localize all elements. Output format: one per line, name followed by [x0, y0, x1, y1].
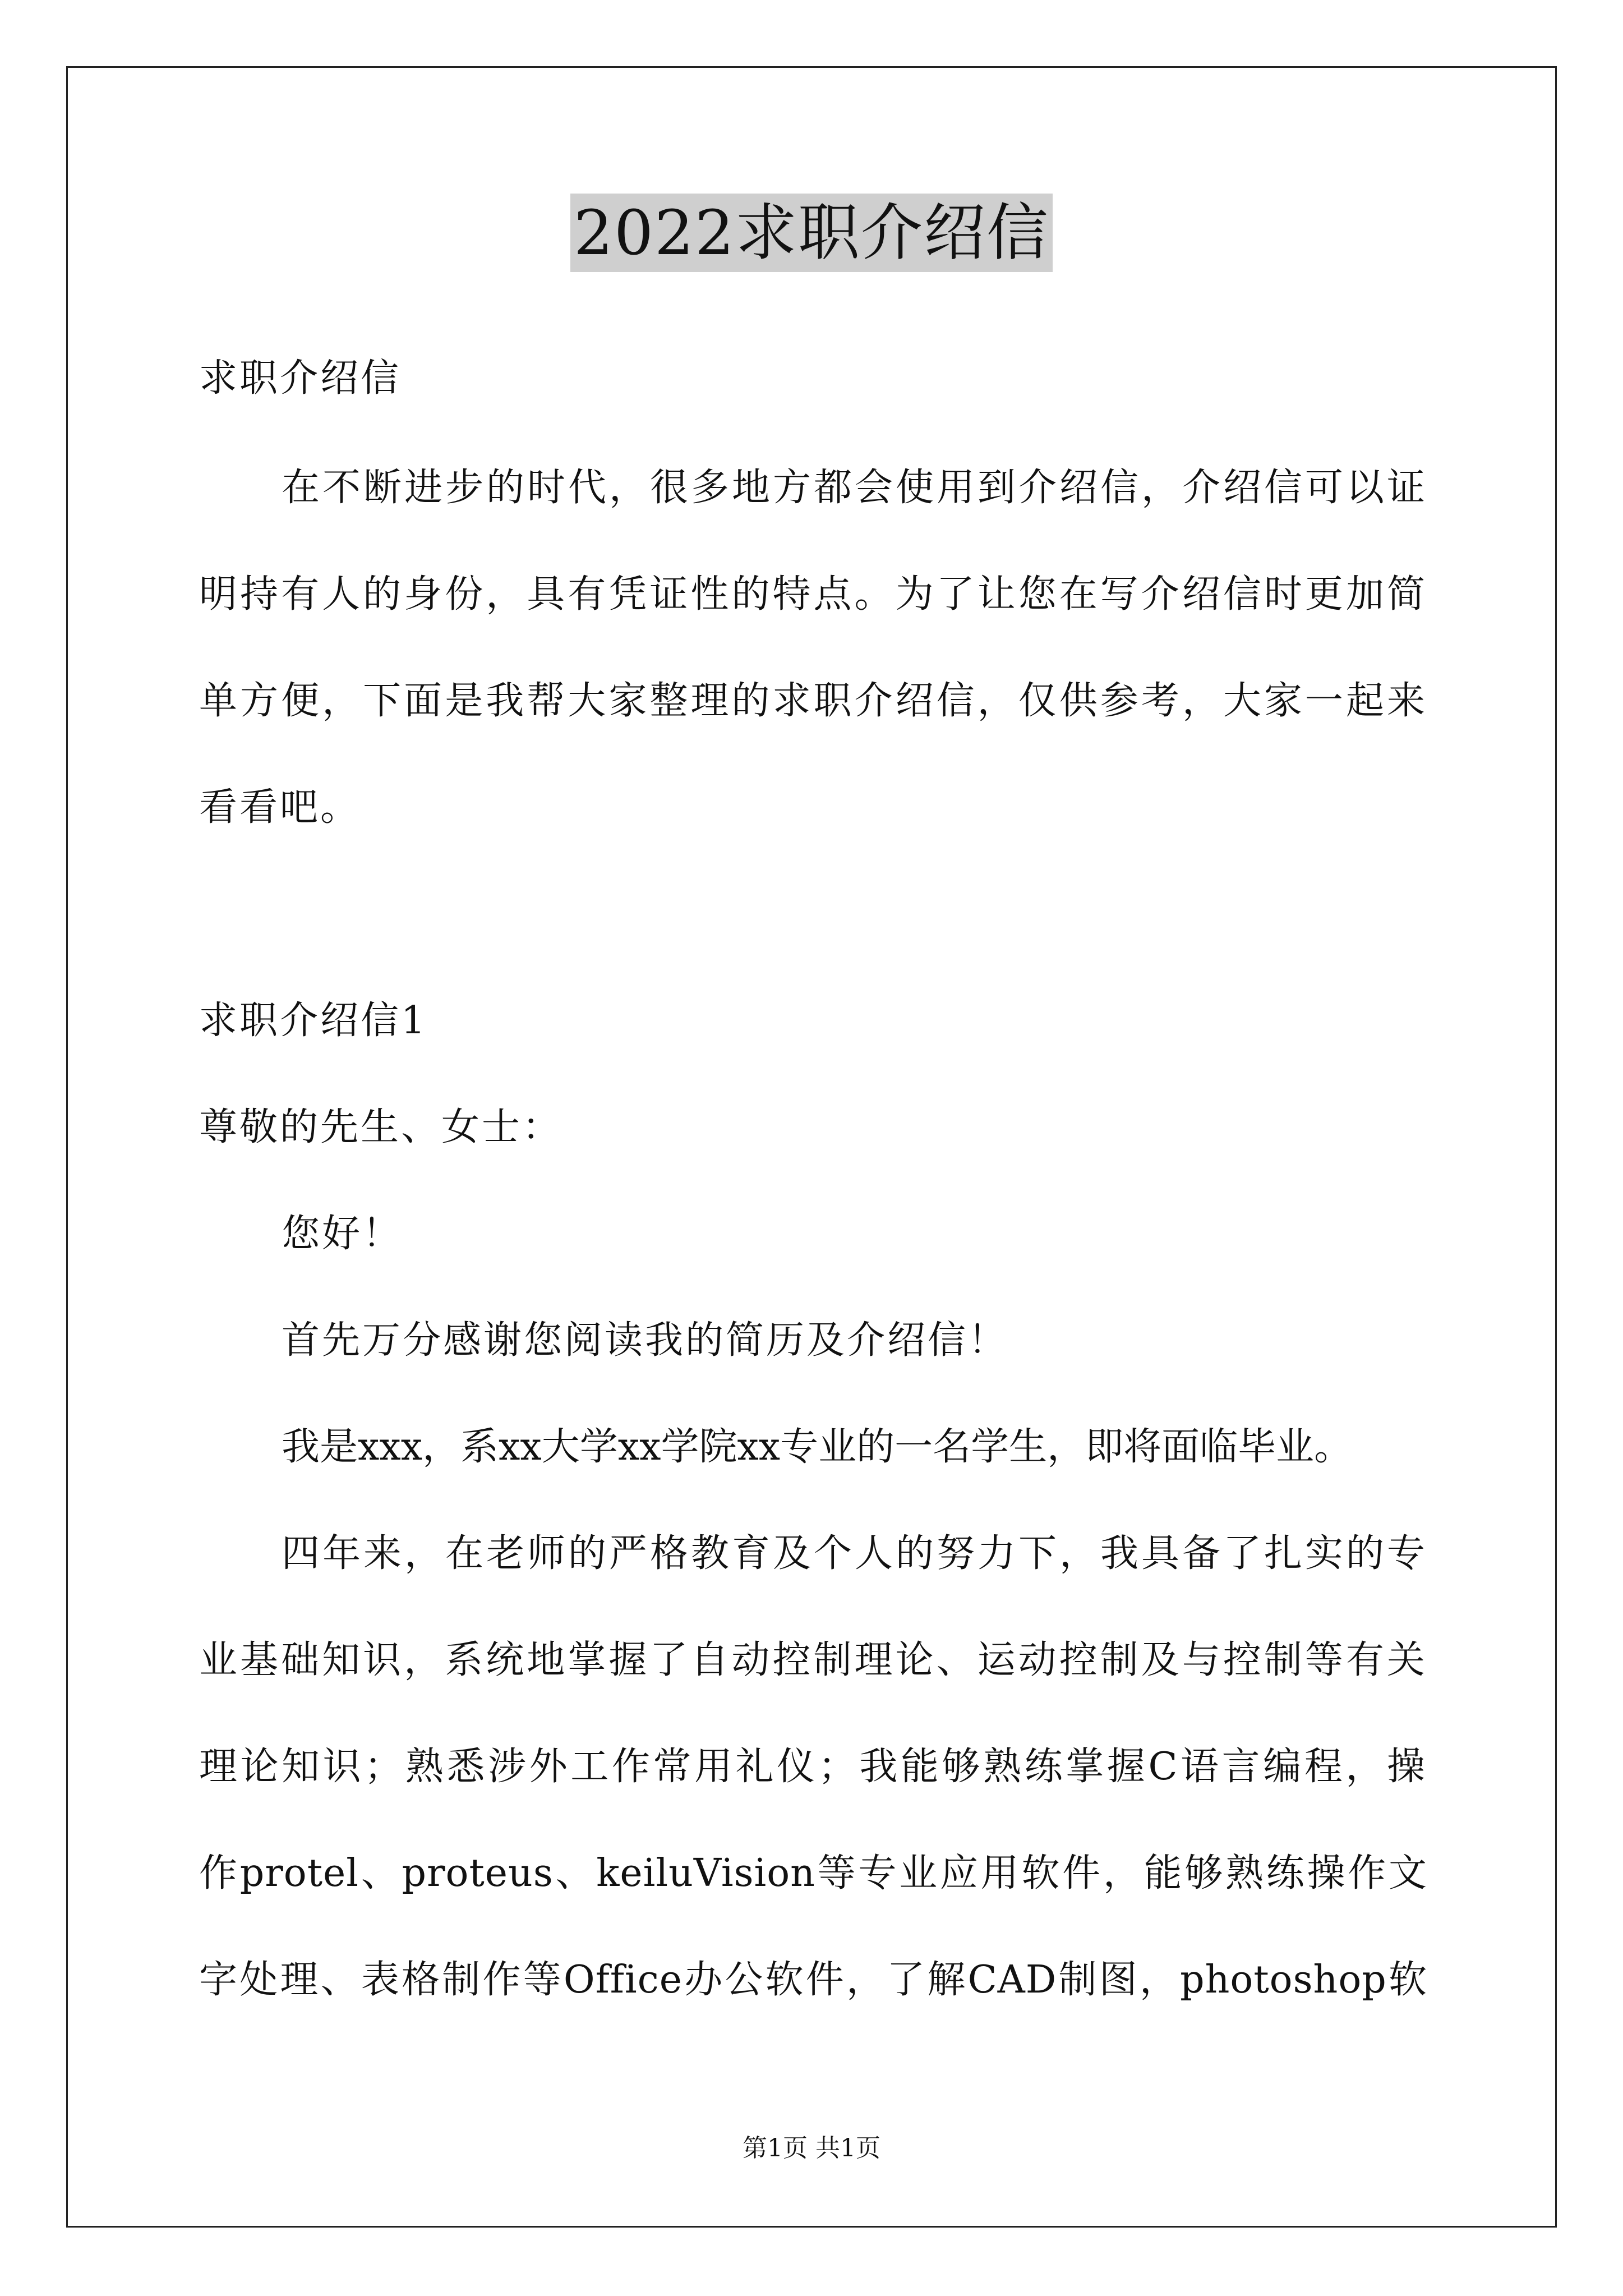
document-title: 2022求职介绍信: [570, 194, 1053, 272]
body-line-5: 字处理、表格制作等Office办公软件，了解CAD制图，photoshop软: [199, 1958, 1427, 2002]
intro-line-4: 看看吧。: [199, 785, 361, 830]
section-heading: 求职介绍信1: [199, 999, 428, 1043]
page-footer: 第1页 共1页: [743, 2134, 880, 2162]
self-intro-line: 我是xxx，系xx大学xx学院xx专业的一名学生，即将面临毕业。: [282, 1425, 1353, 1469]
intro-line-2: 明持有人的身份，具有凭证性的特点。为了让您在写介绍信时更加简: [199, 572, 1427, 616]
title-container: [0, 194, 1623, 272]
intro-line-1: 在不断进步的时代，很多地方都会使用到介绍信，介绍信可以证: [282, 466, 1427, 510]
body-line-2: 业基础知识，系统地掌握了自动控制理论、运动控制及与控制等有关: [199, 1638, 1427, 1682]
greeting: 您好！: [282, 1212, 403, 1256]
salutation: 尊敬的先生、女士：: [199, 1105, 563, 1149]
body-line-4: 作protel、proteus、keiluVision等专业应用软件，能够熟练操作文: [199, 1851, 1427, 1895]
thanks-line: 首先万分感谢您阅读我的简历及介绍信！: [282, 1318, 1009, 1363]
body-line-3: 理论知识；熟悉涉外工作常用礼仪；我能够熟练掌握C语言编程，操: [199, 1745, 1427, 1789]
subtitle: 求职介绍信: [199, 356, 402, 401]
body-line-1: 四年来，在老师的严格教育及个人的努力下，我具备了扎实的专: [282, 1531, 1427, 1576]
intro-line-3: 单方便，下面是我帮大家整理的求职介绍信，仅供参考，大家一起来: [199, 679, 1427, 723]
